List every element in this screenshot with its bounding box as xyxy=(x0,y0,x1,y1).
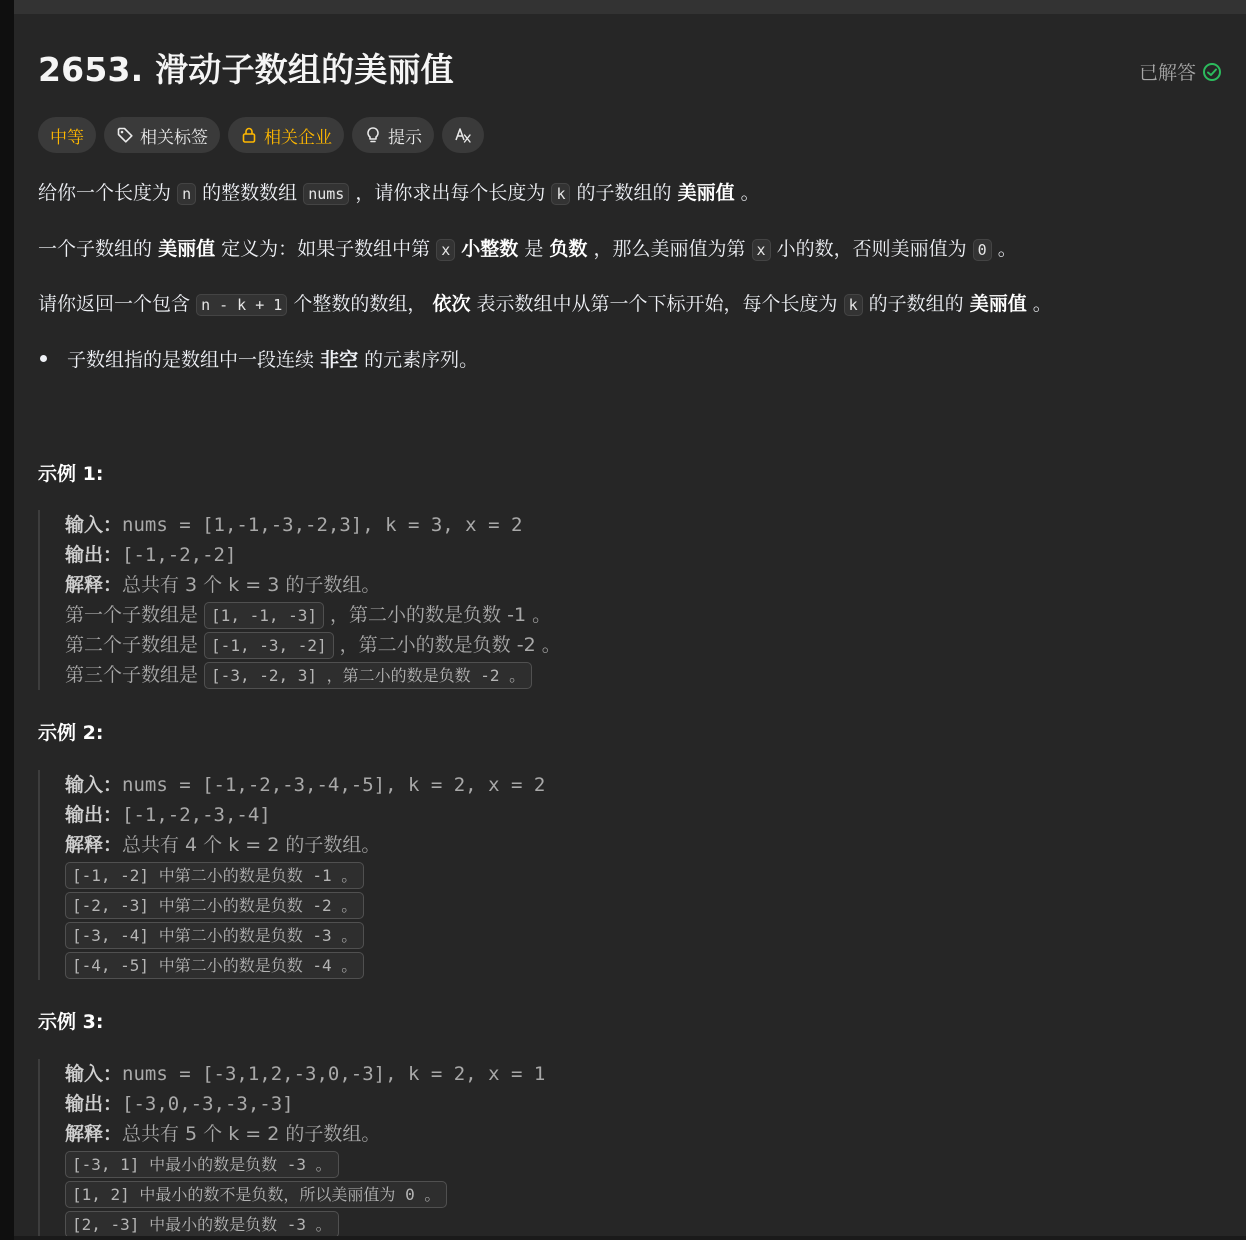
inline-code: x xyxy=(436,239,455,261)
explanation-line xyxy=(65,630,561,660)
inline-code: k xyxy=(844,294,863,316)
inline-code: [-1, -2] 中第二小的数是负数 -1 。 xyxy=(65,862,364,889)
inline-code: nums xyxy=(303,183,349,205)
example-explanation xyxy=(65,1119,545,1149)
text: ，请你求出每个长度为 xyxy=(355,182,546,204)
text: 是 xyxy=(524,238,544,260)
output-label: 输出： xyxy=(65,804,123,826)
text: ，那么美丽值为第 xyxy=(593,238,746,260)
explanation-line xyxy=(65,920,545,950)
text: 第二个子数组是 xyxy=(65,634,205,656)
text: 第一个子数组是 xyxy=(65,604,205,626)
inline-code: n - k + 1 xyxy=(196,294,287,316)
text: 请你返回一个包含 xyxy=(38,293,191,315)
inline-code: x xyxy=(752,239,771,261)
inline-code: [-1, -3, -2] xyxy=(204,632,334,659)
problem-description-panel xyxy=(14,14,1246,1240)
text: 。 xyxy=(997,238,1017,260)
top-bar xyxy=(0,0,1246,14)
explanation-line xyxy=(65,1209,545,1239)
output-value: [-3,0,-3,-3,-3] xyxy=(122,1093,294,1115)
lightbulb-icon xyxy=(364,126,382,144)
text: 的子数组的 xyxy=(576,182,672,204)
input-label: 输入： xyxy=(65,1063,123,1085)
solved-status xyxy=(1139,58,1222,85)
description-paragraph-2 xyxy=(38,234,1017,265)
bold-text: 美丽值 xyxy=(969,293,1027,315)
problem-title[interactable]: 2653. 滑动子数组的美丽值 xyxy=(38,50,454,89)
translate-button[interactable] xyxy=(442,117,484,153)
explanation-line xyxy=(65,890,545,920)
description-paragraph-1 xyxy=(38,178,760,209)
related-companies-label: 相关企业 xyxy=(264,127,332,148)
text: 的元素序列。 xyxy=(364,349,479,371)
output-value: [-1,-2,-2] xyxy=(122,544,237,566)
example-explanation xyxy=(65,570,561,600)
example-output xyxy=(65,1089,545,1119)
explain-label: 解释： xyxy=(65,834,123,856)
example-1-title: 示例 1: xyxy=(38,463,104,485)
text: 的子数组的 xyxy=(868,293,964,315)
explain-label: 解释： xyxy=(65,1123,123,1145)
text: 小的数，否则美丽值为 xyxy=(776,238,967,260)
text: 个整数的数组， xyxy=(293,293,427,315)
left-edge xyxy=(0,0,14,1240)
example-output xyxy=(65,800,545,830)
input-value: nums = [-1,-2,-3,-4,-5], k = 2, x = 2 xyxy=(122,774,546,796)
bold-text: 美丽值 xyxy=(677,182,735,204)
translate-icon xyxy=(454,126,472,144)
text: ，第二小的数是负数 -1 。 xyxy=(324,604,552,626)
description-paragraph-3 xyxy=(38,289,1052,320)
inline-code: [-4, -5] 中第二小的数是负数 -4 。 xyxy=(65,952,364,979)
explain-label: 解释： xyxy=(65,574,123,596)
bold-text: 小整数 xyxy=(461,238,519,260)
inline-code: [-3, -4] 中第二小的数是负数 -3 。 xyxy=(65,922,364,949)
explanation-line xyxy=(65,860,545,890)
tag-icon xyxy=(116,126,134,144)
example-2-block xyxy=(38,770,545,980)
example-3-title: 示例 3: xyxy=(38,1011,104,1033)
explanation-line xyxy=(65,600,561,630)
text: 第三个子数组是 xyxy=(65,664,205,686)
explain-value: 总共有 4 个 k = 2 的子数组。 xyxy=(122,834,381,856)
output-label: 输出： xyxy=(65,544,123,566)
bold-text: 非空 xyxy=(320,349,359,371)
bottom-edge xyxy=(14,1236,1246,1240)
difficulty-badge xyxy=(38,117,96,153)
tag-bar xyxy=(38,117,484,153)
example-2-title: 示例 2: xyxy=(38,722,104,744)
text: 。 xyxy=(1032,293,1052,315)
inline-code: [-2, -3] 中第二小的数是负数 -2 。 xyxy=(65,892,364,919)
inline-code: [1, 2] 中最小的数不是负数，所以美丽值为 0 。 xyxy=(65,1181,447,1208)
title-row xyxy=(38,50,1222,90)
explanation-line xyxy=(65,950,545,980)
bold-text: 美丽值 xyxy=(158,238,216,260)
explanation-line xyxy=(65,660,561,690)
inline-code: k xyxy=(551,183,570,205)
explain-value: 总共有 5 个 k = 2 的子数组。 xyxy=(122,1123,381,1145)
solved-label: 已解答 xyxy=(1138,62,1196,84)
lock-icon xyxy=(240,126,258,144)
bold-text: 负数 xyxy=(549,238,588,260)
related-companies-button[interactable] xyxy=(228,117,344,153)
text: 的整数数组 xyxy=(202,182,298,204)
inline-code: [-3, 1] 中最小的数是负数 -3 。 xyxy=(65,1151,339,1178)
text: 表示数组中从第一个下标开始，每个长度为 xyxy=(476,293,838,315)
example-output xyxy=(65,540,561,570)
input-value: nums = [-3,1,2,-3,0,-3], k = 2, x = 1 xyxy=(122,1063,546,1085)
example-input xyxy=(65,770,545,800)
explanation-line xyxy=(65,1179,545,1209)
inline-code: [2, -3] 中最小的数是负数 -3 。 xyxy=(65,1211,339,1238)
check-circle-icon xyxy=(1202,62,1222,82)
example-1-block xyxy=(38,510,561,690)
output-label: 输出： xyxy=(65,1093,123,1115)
text: 子数组指的是数组中一段连续 xyxy=(67,349,315,371)
example-input xyxy=(65,510,561,540)
example-3-block xyxy=(38,1059,545,1239)
text: 给你一个长度为 xyxy=(38,182,172,204)
text: 一个子数组的 xyxy=(38,238,153,260)
text: ，第二小的数是负数 -2 。 xyxy=(333,634,561,656)
inline-code: n xyxy=(177,183,196,205)
input-label: 输入： xyxy=(65,774,123,796)
hint-button[interactable] xyxy=(352,117,434,153)
explanation-line xyxy=(65,1149,545,1179)
input-label: 输入： xyxy=(65,514,123,536)
difficulty-label: 中等 xyxy=(50,127,84,148)
inline-code: 0 xyxy=(973,239,992,261)
inline-code: [-3, -2, 3] ，第二小的数是负数 -2 。 xyxy=(204,662,532,689)
related-tags-label: 相关标签 xyxy=(140,127,208,148)
example-explanation xyxy=(65,830,545,860)
text: 。 xyxy=(740,182,760,204)
input-value: nums = [1,-1,-3,-2,3], k = 3, x = 2 xyxy=(122,514,523,536)
bold-text: 依次 xyxy=(432,293,471,315)
text: 定义为：如果子数组中第 xyxy=(221,238,431,260)
bullet-note xyxy=(40,345,478,375)
inline-code: [1, -1, -3] xyxy=(204,602,324,629)
example-input xyxy=(65,1059,545,1089)
output-value: [-1,-2,-3,-4] xyxy=(122,804,271,826)
explain-value: 总共有 3 个 k = 3 的子数组。 xyxy=(122,574,381,596)
related-tags-button[interactable] xyxy=(104,117,220,153)
hint-label: 提示 xyxy=(388,127,422,148)
